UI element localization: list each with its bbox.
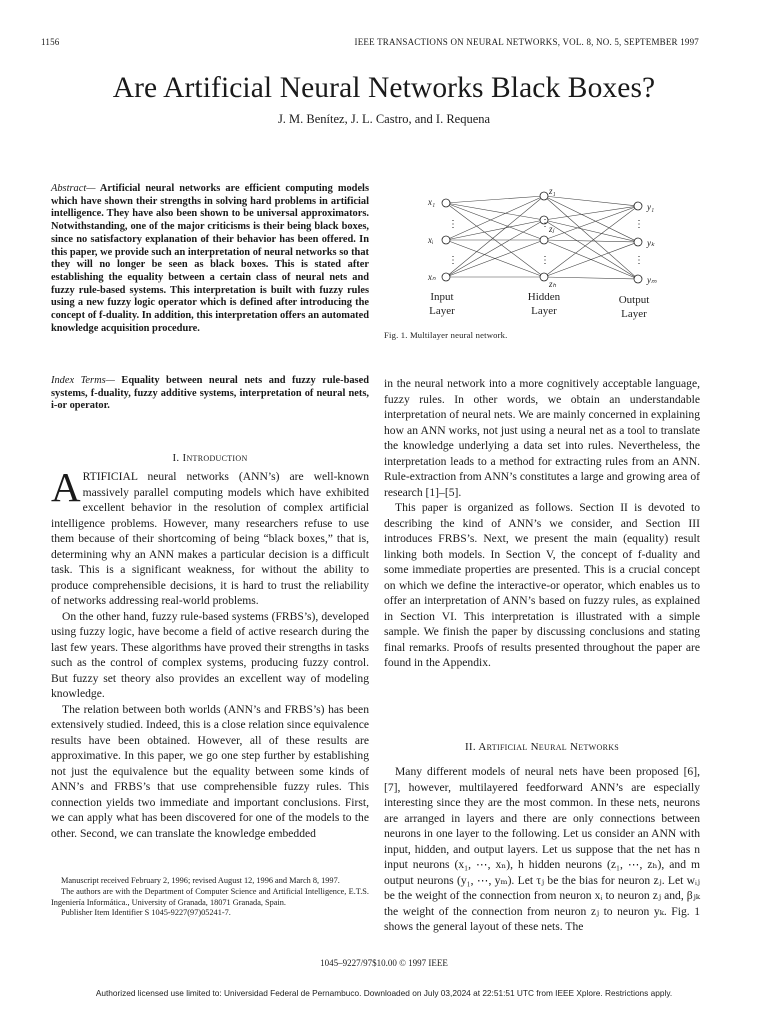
label-y1: y₁ [647, 202, 655, 212]
edge-input-hidden [446, 196, 544, 240]
hidden-neuron [540, 273, 548, 281]
figure-caption: Fig. 1. Multilayer neural network. [384, 330, 508, 340]
label-ym: yₘ [647, 275, 657, 285]
label-xi: xᵢ [428, 235, 434, 245]
output-layer-label-2: Layer [621, 308, 647, 320]
edge-hidden-output [544, 220, 638, 279]
index-terms [51, 375, 369, 413]
figure-multilayer-network [410, 183, 700, 323]
output-layer-label-1: Output [618, 294, 650, 306]
label-yk: yₖ [647, 238, 655, 248]
label-zj: zⱼ [549, 224, 555, 234]
abstract-label: Abstract— [51, 183, 96, 194]
introduction-body [51, 464, 369, 841]
input-neuron [442, 236, 450, 244]
edge-hidden-output [544, 277, 638, 279]
output-neuron [634, 238, 642, 246]
abstract-text: Artificial neural networks are efficient computing models which have shown their strengths in solving hard problems in artificial intelligence. They have also been shown to be universal approximators. Notwithstanding, one of the major criticisms is their being black boxes, since no satisfactory explanation of their behavior has been offered. In this paper, we provide such an interpretation of neural networks so that they will no longer be seen as black boxes. This is stated after establishing the equality between a certain class of neural nets and fuzzy rule-based systems. This interpretation is built with fuzzy rules using a new fuzzy logic operator which is defined after introducing the concept of f-duality. In addition, this interpretation offers an automated knowledge acquisition procedure. [51, 183, 369, 334]
edge-input-hidden [446, 203, 544, 220]
footnote [51, 876, 369, 919]
footnote-received: Manuscript received February 2, 1996; revised August 12, 1996 and March 8, 1997. [61, 876, 340, 885]
copyright-line: 1045–9227/97$10.00 © 1997 IEEE [320, 958, 448, 968]
edge-input-hidden [446, 196, 544, 277]
input-layer-label-2: Layer [429, 305, 455, 317]
neuron-nodes [442, 192, 642, 283]
edge-input-hidden [446, 196, 544, 203]
footnote-affiliation: The authors are with the Department of Computer Science and Artificial Intelligence, E.T.S. Ingeniería Informática., University of Granada, 18071 Granada, Spain. [51, 886, 369, 907]
output-neuron [634, 275, 642, 283]
edge-hidden-output [544, 196, 638, 206]
running-header [41, 37, 699, 47]
section-heading-ann: II. Artificial Neural Networks [464, 741, 620, 753]
ellipsis-output-1: ⋮ [634, 219, 644, 230]
hidden-neuron [540, 192, 548, 200]
edge-input-hidden [446, 203, 544, 240]
journal-header: IEEE TRANSACTIONS ON NEURAL NETWORKS, VOL. 8, NO. 5, SEPTEMBER 1997 [354, 37, 699, 47]
hidden-neuron [540, 236, 548, 244]
network-diagram [410, 183, 700, 323]
section-heading-introduction: I. Introduction [172, 452, 248, 464]
section2-body [384, 764, 700, 935]
footnote-identifier: Publisher Item Identifier S 1045-9227(97)05241-7. [61, 908, 231, 918]
output-neuron [634, 202, 642, 210]
drop-cap: A [51, 464, 81, 510]
paper-title: Are Artificial Neural Networks Black Boxes? [112, 72, 656, 104]
ellipsis-input-1: ⋮ [448, 219, 458, 230]
ellipsis-input-2: ⋮ [448, 255, 458, 266]
input-neuron [442, 273, 450, 281]
intro-continued-paragraph: in the neural network into a more cognitively acceptable language, fuzzy rules. In other words, we obtain an understandable interpretation of neural nets. We are mainly concerned in explaining how an ANN works, not just using a neural net as a tool to translate the knowledge underlying a data set into rules. Nevertheless, the interpretation leads to a method for extracting rules from an ANN. Rule-extraction from ANN’s constitutes a large and growing area of research [1]–[5]. [384, 377, 700, 499]
index-terms-text: Equality between neural nets and fuzzy rule-based systems, f-duality, fuzzy additive systems, interpretation of neural nets, i-or operator. [51, 375, 369, 412]
paper-organization-paragraph: This paper is organized as follows. Section II is devoted to describing the kind of ANN’s we consider, and Section III introduces FRBS’s. Next, we present the main (equality) result linking both models. In Section V, the concept of f-duality and some immediate properties are presented. This is a crucial concept on which we define the interactive-or operator, which enables us to offer an interpretation of ANN’s based on fuzzy rules, as explained in Section VI. This interpretation is illustrated with a simple sample. We finish the paper by discussing conclusions and stating final remarks. Proofs of results presented throughout the paper are found in the Appendix. [384, 501, 700, 669]
section2-paragraph-1: Many different models of neural nets have been proposed [6], [7], however, multilayered feedforward ANN’s are especially interesting since they are the most common. In these nets, neurons are arranged in layers and there are only connections between neurons in one layer to the following. Let us consider an ANN with input, hidden, and output layers. Let us suppose that the net has n input neurons (x₁, ⋯, xₙ), h hidden neurons (z₁, ⋯, zₕ), and m output neurons (y₁, ⋯, yₘ). Let τⱼ be the bias for neuron zⱼ. Let wᵢⱼ be the weight of the connection from neuron xᵢ to neuron zⱼ and, βⱼₖ the weight of the connection from neuron zⱼ to neuron yₖ. Fig. 1 shows the general layout of these nets. The [384, 765, 700, 933]
input-neuron [442, 199, 450, 207]
abstract [51, 183, 369, 335]
edge-input-hidden [446, 220, 544, 240]
page-number: 1156 [41, 37, 60, 47]
label-xn: xₙ [428, 272, 436, 282]
label-z1: z₁ [549, 186, 556, 196]
intro-paragraph-2: On the other hand, fuzzy rule-based systems (FRBS’s), developed using fuzzy logic, have become a field of active research during the last few years. These algorithms have proved their strengths in tasks such as the control of complex systems, producing fuzzy control. But fuzzy set theory also provides an excellent way of modeling knowledge. [51, 609, 369, 700]
intro-paragraph-1: ARTIFICIAL neural networks (ANN’s) are well-known massively parallel computing models which have exhibited excellent behavior in the resolution of complex artificial intelligence problems. However, many researchers refuse to use them because of their shortcoming of being “black boxes,” that is, determining why an ANN makes a particular decision is a difficult task. This is a significant weakness, for without the ability to produce comprehensible decisions, it is hard to trust the reliability of networks addressing real-world problems. [51, 464, 369, 607]
index-terms-label: Index Terms— [51, 375, 115, 386]
label-zh: zₕ [549, 279, 557, 289]
ellipsis-hidden-2: ⋮ [540, 255, 550, 266]
ellipsis-output-2: ⋮ [634, 255, 644, 266]
label-x1: x₁ [428, 197, 436, 207]
intro-paragraph-3: The relation between both worlds (ANN’s and FRBS’s) has been extensively studied. Indeed, this is a close relation since equivalence results have been obtained. However, all of these results are approximative. In this paper, we go one step further by establishing not just the equivalence but the equality between some kinds of ANN’s and FRBS’s that use comprehensible fuzzy rules. This connection yields two immediate and important conclusions. First, we can apply what has been discovered for one of the models to the other. Second, we can translate the knowledge embedded [51, 702, 369, 840]
license-footer: Authorized licensed use limited to: Universidad Federal de Pernambuco. Downloaded on July 03,2024 at 22:51:51 UTC from IEEE Xplore. Restrictions apply. [95, 988, 673, 998]
hidden-layer-label-1: Hidden [527, 291, 561, 303]
authors: J. M. Benítez, J. L. Castro, and I. Requena [277, 112, 491, 126]
right-column-intro [384, 376, 700, 671]
hidden-layer-label-2: Layer [531, 305, 557, 317]
ellipsis-hidden-1: ⋮ [540, 218, 550, 229]
edge-input-hidden [446, 220, 544, 277]
edge-hidden-output [544, 242, 638, 277]
input-layer-label-1: Input [430, 291, 454, 303]
